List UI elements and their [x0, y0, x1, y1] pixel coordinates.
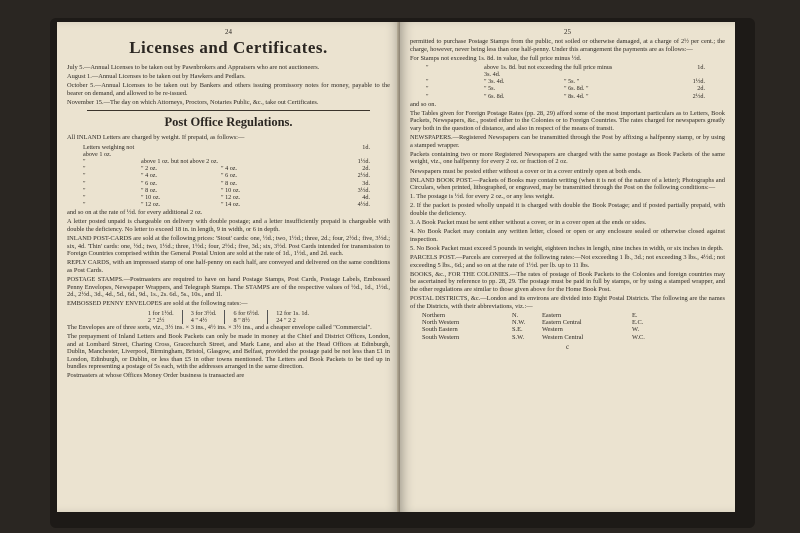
- rate-cell: 2½d.: [692, 92, 705, 100]
- district-cell: Northern: [422, 311, 446, 319]
- envelope-rate-col: 6 for 6½d. 8 " 8½: [225, 310, 268, 324]
- rate-cell: the full price minus: [564, 63, 613, 71]
- rate-cell: " 4 oz.: [221, 165, 238, 173]
- rate-cell: ": [83, 172, 86, 180]
- rate-cell: 1½d.: [357, 157, 370, 165]
- rate-cell: ": [426, 85, 429, 93]
- district-cell: Eastern Central: [542, 319, 582, 327]
- rate-cell: ": [83, 165, 86, 173]
- rate-cell: above 1s. 8d. but not exceeding 3s. 4d.: [484, 63, 563, 78]
- envelope-rate-col: 3 for 3½d. 4 " 4½: [183, 310, 226, 324]
- body-para: 4. No Book Packet may contain any written letter, closed or open or any enclosure sealed or otherwise closed against inspection.: [410, 228, 725, 243]
- rate-row: [67, 172, 390, 179]
- rate-cell: [141, 144, 221, 158]
- licenses-heading: Licenses and Certificates.: [129, 38, 328, 57]
- rate-row: [67, 187, 390, 194]
- body-para: Newspapers must be posted either without a cover or in a cover entirely open at both ends.: [410, 167, 642, 175]
- rate-cell: ": [426, 92, 429, 100]
- rate-cell: ": [83, 193, 86, 201]
- rate-cell: 4½d.: [357, 201, 370, 209]
- district-cell: E.C.: [632, 319, 644, 327]
- body-para: 1. The postage is ½d. for every 2 oz., or any less weight.: [410, 193, 555, 201]
- district-cell: S.W.: [512, 333, 525, 341]
- tail-para: The Envelopes are of three sorts, viz., 3½ ins. × 3 ins., 4½ ins. × 3½ ins., and a cheaper envelope called "Commercial".: [67, 323, 372, 331]
- envelope-rates-table: [67, 310, 390, 324]
- inland-intro: All INLAND Letters are charged by weight. If prepaid, as follows:—: [67, 134, 245, 142]
- rate-cell: 4d.: [362, 193, 370, 201]
- license-para: November 15.—The day on which Attorneys, Proctors, Notaries Public, &c., take out Certificates.: [67, 98, 319, 106]
- body-para: EMBOSSED PENNY ENVELOPES are sold at the following rates:—: [67, 300, 248, 308]
- rate-cell: ": [83, 157, 86, 165]
- body-para: A letter posted unpaid is chargeable on delivery with double postage; and a letter insufficiently prepaid is chargeable with double the deficiency. No letter to exceed 18 in. in length, 9 in width, or 6 in depth.: [67, 218, 390, 234]
- district-cell: South Western: [422, 333, 460, 341]
- rate-cell: " 6 oz.: [221, 172, 238, 180]
- body-para: NEWSPAPERS.—Registered Newspapers can be transmitted through the Post by affixing a halfpenny stamp, or by using a stamped wrapper.: [410, 134, 725, 149]
- license-para: July 5.—Annual Licenses to be taken out by Pawnbrokers and Appraisers who are not auctioneers.: [67, 64, 320, 71]
- rate-cell: 2d.: [697, 85, 705, 93]
- envelope-rate-col: 1 for 1½d. 2 " 2½: [140, 310, 183, 324]
- rate-cell: [221, 144, 301, 158]
- rate-cell: " 5s. ": [564, 78, 580, 86]
- district-cell: W.C.: [632, 333, 645, 341]
- rate-cell: " 4 oz.: [141, 172, 158, 180]
- body-para: INLAND POST-CARDS are sold at the following prices: 'Stout' cards: one, ½d.; two, 1½d.; three, 2d.; four, 2½d.; five, 3½d.; six, 4d. 'Thin' cards: one, ½d.; two, 1½d.; three, 1½d.; four, 2½d.; five, 3d.; six, 3½d. Post Cards intended for transmission to Foreign Countries comprised within the General Postal Union are sold at the rate of 1d., 1½d., and 2d. each.: [67, 235, 390, 258]
- body-para: 5. No Book Packet must exceed 5 pounds in weight, eighteen inches in length, nine inches in width, or six inches in depth.: [410, 244, 724, 252]
- district-cell: South Eastern: [422, 326, 458, 334]
- body-para: and so on at the rate of ½d. for every additional 2 oz.: [67, 209, 203, 217]
- license-para: August 1.—Annual Licenses to be taken out by Hawkers and Pedlars.: [67, 73, 246, 81]
- rate-row: [67, 201, 390, 208]
- district-cell: E.: [632, 311, 638, 319]
- rate-row: [410, 78, 725, 85]
- rate-cell: " 3s. 4d.: [484, 78, 505, 86]
- rate-cell: " 8s. 4d. ": [564, 92, 589, 100]
- district-cell: Eastern: [542, 311, 562, 319]
- rate-cell: " 8 oz.: [221, 179, 238, 187]
- rate-cell: " 12 oz.: [221, 193, 241, 201]
- rate-cell: 1½d.: [692, 78, 705, 86]
- page-number-right: 25: [564, 28, 571, 36]
- body-para: 2. If the packet is posted wholly unpaid it is charged with double the Book Postage; and if posted partially prepaid, with double the deficiency.: [410, 202, 725, 218]
- rate-cell: ": [83, 201, 86, 209]
- rate-cell: 3½d.: [357, 186, 370, 194]
- rate-cell: 1d.: [362, 143, 370, 151]
- body-para: BOOKS, &c., FOR THE COLONIES.—The rates of postage of Book Packets to the Colonies and foreign countries may be ascertained by reference to pp. 28, 29. The postage must be paid in full by stamps, or by using a stamped wrapper, and the other regulations are similar to those given above for the Home Book Post.: [410, 270, 725, 293]
- stamp-rates-table: [410, 64, 725, 100]
- rate-cell: " 10 oz.: [141, 193, 161, 201]
- rate-cell: ": [83, 186, 86, 194]
- rate-cell: " 6s. 8d.: [484, 92, 505, 100]
- rate-cell: " 6s. 8d. ": [564, 85, 589, 93]
- rate-row: [67, 144, 390, 158]
- body-para: and so on.: [410, 100, 437, 108]
- signature-mark: c: [565, 343, 570, 352]
- rate-row: [67, 180, 390, 187]
- tail-para: The prepayment of Inland Letters and Book Packets can only be made in money at the Chief and District Offices, London, and at Lombard Street, Charing Cross, Gracechurch Street, and Mark Lane, and also at the Head Offices at Edinburgh, Dublin, Manchester, Liverpool, Birmingham, Bristol, Glasgow, and Belfast, provided the postage paid be not less than £1 in London, Edinburgh, or Dublin, or less than £5 in other towns mentioned. The Letters and Book Packets to be tied up in bundles representing a postage of 5s each, with the addresses arranged in the same direction.: [67, 333, 390, 371]
- rate-row: [67, 194, 390, 201]
- rate-cell: " 2 oz.: [141, 165, 158, 173]
- body-para: PARCELS POST.—Parcels are conveyed at the following rates:—Not exceeding 1 lb., 3d.; not exceeding 3 lbs., 4½d.; not exceeding 5 lbs., 6d.; and so on at the rate of 1½d. per lb. up to 11 lbs.: [410, 253, 725, 269]
- rate-cell: [221, 158, 301, 165]
- rate-cell: ": [83, 179, 86, 187]
- rate-cell: 2½d.: [357, 172, 370, 180]
- rate-cell: " 5s.: [484, 85, 496, 93]
- district-cell: Western Central: [542, 333, 584, 341]
- rate-row: [67, 165, 390, 172]
- body-para: The Tables given for Foreign Postage Rates (pp. 28, 29) afford some of the most important particulars as to Letters, Book Packets, Newspapers, &c., posted either to the Colonies or to Foreign Countries. The rates charged for newspapers greatly vary both in the question of distance, and also in respect of the means of transit.: [410, 109, 725, 133]
- left-page: [57, 22, 400, 512]
- rate-row: [410, 64, 725, 78]
- rate-cell: ": [426, 78, 429, 86]
- district-cell: N.: [512, 311, 519, 319]
- page-number-left: 24: [225, 28, 232, 36]
- body-para: POSTAGE STAMPS.—Postmasters are required to have on hand Postage Stamps, Post Cards, Postage Labels, Embossed Penny Envelopes, Newspaper Wrappers, and Telegraph Stamps. The STAMPS are of the respective values of ½d., 1d., 1½d., 2d., 2½d., 3d., 4d., 5d., 6d., 9d., 1s., 2s. 6d., 5s., 10s., and 1l.: [67, 276, 390, 299]
- letter-rates-table: [67, 144, 390, 209]
- body-para: 3. A Book Packet must be sent either without a cover, or in a cover open at the ends or sides.: [410, 219, 647, 227]
- body-para: Packets containing two or more Registered Newspapers are charged with the same postage as Book Packets of the same weight, viz., one halfpenny for every 2 oz. or fraction of 2 oz.: [410, 150, 725, 166]
- license-para: October 5.—Annual Licenses to be taken out by Bankers and others issuing promissory notes for money, payable to the bearer on demand, and allowed to be re-issued.: [67, 82, 390, 97]
- rate-cell: " 10 oz.: [221, 186, 241, 194]
- rate-cell: ": [426, 63, 429, 71]
- right-page: [400, 22, 735, 512]
- rate-cell: above 1 oz. but not above 2 oz.: [141, 157, 219, 165]
- district-cell: W.: [632, 326, 640, 334]
- rate-cell: " 6 oz.: [141, 179, 158, 187]
- body-para: INLAND BOOK POST.—Packets of Books may contain writing (when it is not of the nature of a letter); Photographs and Circulars, when printed, lithographed, or engraved, may be transmitted through the Post on the following conditions:—: [410, 176, 725, 192]
- district-cell: Western: [542, 326, 563, 334]
- intro-para: permitted to purchase Postage Stamps from the public, not soiled or otherwise damaged, at a charge of 2½ per cent.; the charge, however, never being less than one half-penny. Under this arrangement the payments are as follows:—: [410, 38, 725, 53]
- divider: [87, 110, 370, 111]
- rate-cell: " 14 oz.: [221, 201, 241, 209]
- postal-districts-table: [422, 312, 725, 342]
- rate-cell: 3d.: [362, 179, 370, 187]
- post-office-heading: Post Office Regulations.: [164, 115, 293, 130]
- rate-cell: " 12 oz.: [141, 201, 161, 209]
- rate-cell: 1d.: [697, 63, 705, 71]
- body-para: POSTAL DISTRICTS, &c.—London and its environs are divided into Eight Postal Districts. The following are the names of the Districts, with their abbreviations, viz.:—: [410, 294, 725, 310]
- envelope-rate-col: 12 for 1s. 1d. 24 " 2 2: [276, 309, 310, 324]
- rate-row: [67, 158, 390, 165]
- rate-row: [410, 93, 725, 100]
- rate-cell: Letters weighing not above 1 oz.: [83, 143, 135, 158]
- intro-para: For Stamps not exceeding 1s. 8d. in value, the full price minus ½d.: [410, 54, 582, 62]
- district-cell: North Western: [422, 319, 460, 327]
- district-cell: S.E.: [512, 326, 523, 334]
- rate-row: [410, 85, 725, 92]
- body-para: REPLY CARDS, with an impressed stamp of one half-penny on each half, are conveyed and delivered on the same conditions as Post Cards.: [67, 259, 390, 275]
- district-cell: N.W.: [512, 319, 526, 327]
- tail-para: Postmasters at whose Offices Money Order business is transacted are: [67, 372, 245, 380]
- license-paragraphs: [67, 64, 390, 106]
- rate-cell: " 8 oz.: [141, 186, 158, 194]
- rate-cell: 2d.: [362, 165, 370, 173]
